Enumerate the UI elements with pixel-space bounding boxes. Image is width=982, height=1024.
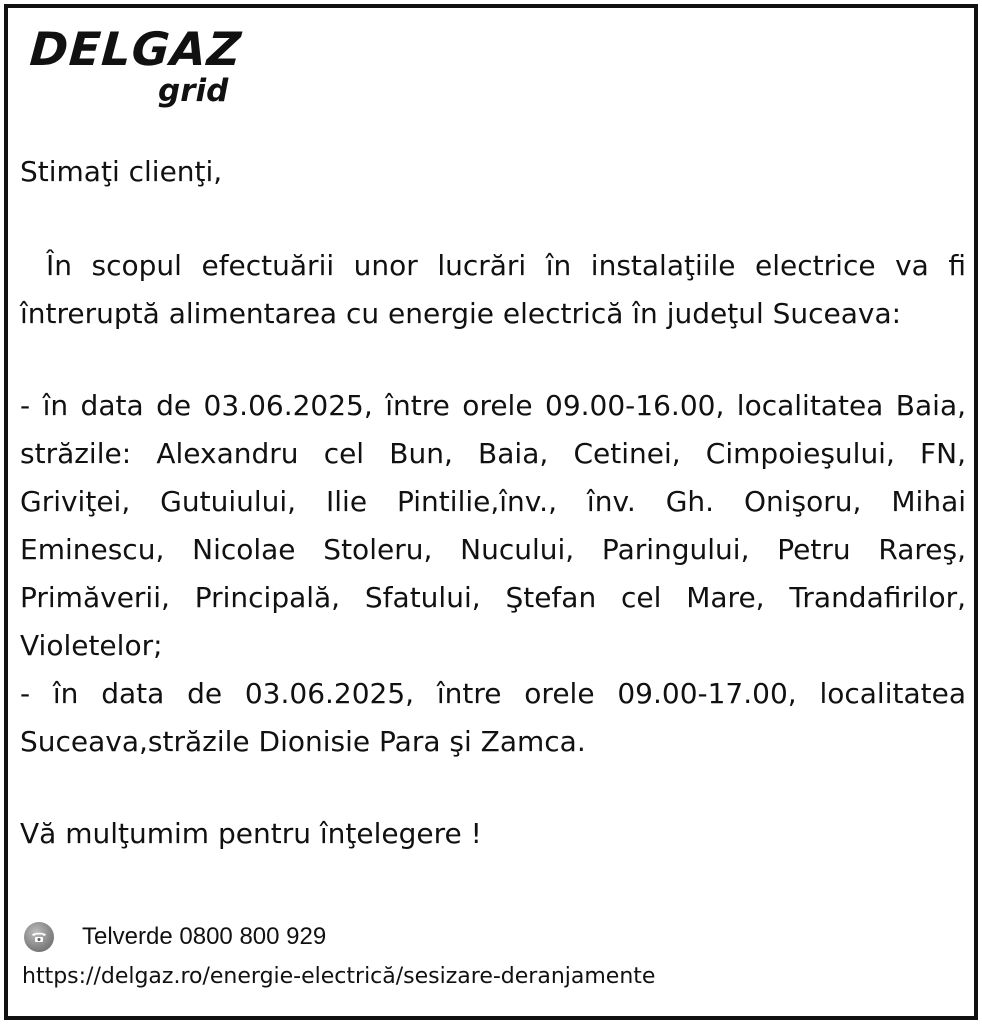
contact-line (24, 922, 326, 952)
telverde-number: Telverde 0800 800 929 (82, 923, 327, 950)
greeting: Stimaţi clienţi, (20, 155, 223, 188)
logo-brand: DELGAZ (28, 22, 244, 76)
intro-paragraph: În scopul efectuării unor lucrări în instalaţiile electrice va fi întreruptă alimentarea cu energie electrică în judeţul Suceava: (20, 249, 966, 330)
thanks-line: Vă mulţumim pentru înţelegere ! (20, 817, 482, 850)
logo-sub: grid (158, 73, 229, 109)
phone-icon (24, 922, 54, 952)
delgaz-grid-logo (28, 22, 250, 116)
outage-item-2: - în data de 03.06.2025, între orele 09.00-17.00, localitatea Suceava,străzile Dionisie Para şi Zamca. (20, 677, 966, 758)
report-url[interactable]: https://delgaz.ro/energie-electrică/sesizare-deranjamente (22, 964, 656, 989)
outage-item-1: - în data de 03.06.2025, între orele 09.00-16.00, localitatea Baia, străzile: Alexandru cel Bun, Baia, Cetinei, Cimpoieşului, FN, Griviţei, Gutuiului, Ilie Pintilie,înv., înv. Gh. Onişoru, Mihai Eminescu, Nicolae Stoleru, Nucului, Paringului, Petru Rareş, Primăverii, Principală, Sfatului, Ştefan cel Mare, Trandafirilor, Violetelor; (20, 389, 966, 662)
notice-body (20, 148, 966, 858)
